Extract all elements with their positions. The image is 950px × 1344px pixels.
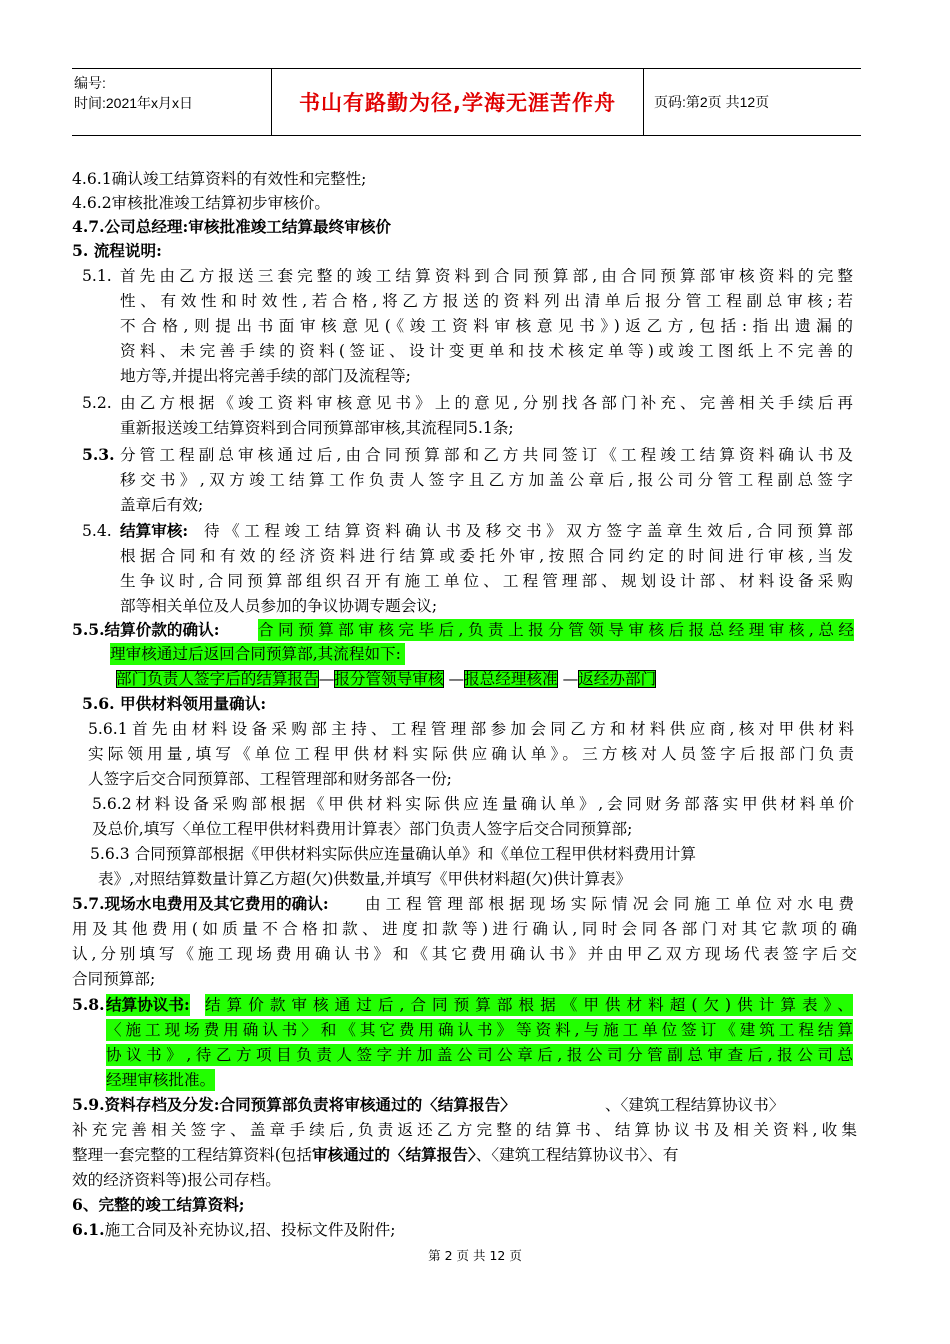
text-line: 生争议时,合同预算部组织召开有施工单位、工程管理部、规划设计部、材料设备采购 [120, 572, 853, 590]
text-line: 地方等,并提出将完善手续的部门及流程等; [120, 367, 411, 385]
section-heading: 4.7.公司总经理:审核批准竣工结算最终审核价 [72, 217, 392, 236]
document-header [72, 68, 861, 136]
text-line [72, 1144, 678, 1166]
text-line: 盖章后有效; [120, 496, 204, 514]
inline-heading: 5.5.结算价款的确认: [72, 620, 220, 639]
page-footer: 第 2 页 共 12 页 [428, 1248, 522, 1263]
text-line: 5.6.3 合同预算部根据《甲供材料实际供应连量确认单》和《单位工程甲供材料费用计算 [90, 845, 697, 863]
highlighted-text: 理审核通过后返回合同预算部,其流程如下: [110, 643, 405, 665]
header-page-info: 页码:第2页 共12页 [654, 94, 770, 110]
text-line: 部等相关单位及人员参加的争议协调专题会议; [120, 597, 438, 615]
flow-step: 部门负责人签字后的结算报告 [116, 670, 319, 688]
item-number: 5.1. [82, 267, 112, 285]
text-line: 5.6.1首先由材料设备采购部主持、工程管理部参加会同乙方和材料供应商,核对甲供材料 [88, 720, 854, 738]
text-segment-bold: 审核通过的〈结算报告〉 [312, 1145, 476, 1164]
highlighted-text: 合同预算部审核完毕后,负责上报分管领导审核后报总经理审核,总经 [258, 621, 854, 639]
text-line: 移交书》,双方竣工结算工作负责人签字且乙方加盖公章后,报公司分管工程副总签字 [120, 471, 853, 489]
text-line: 由工程管理部根据现场实际情况会同施工单位对水电费 [365, 895, 854, 913]
text-line: 人签字后交合同预算部、工程管理部和财务部各一份; [88, 770, 452, 788]
time-label: 时间:2021年x月x日 [74, 95, 194, 111]
text-line: 由乙方根据《竣工资料审核意见书》上的意见,分别找各部门补充、完善相关手续后再 [120, 394, 853, 412]
flow-step: 报分管领导审核 [334, 670, 444, 688]
text-line: 实际领用量,填写《单位工程甲供材料实际供应确认单》。三方核对人员签字后报部门负责 [88, 745, 854, 763]
flow-step: 报总经理核准 [464, 670, 558, 688]
highlighted-text: 〈施工现场费用确认书〉和《其它费用确认书》等资料,与施工单位签订《建筑工程结算 [106, 1021, 853, 1039]
section-heading: 5. 流程说明: [72, 241, 162, 260]
text-line: 不合格,则提出书面审核意见(《竣工资料审核意见书》)返乙方,包括:指出遗漏的 [120, 317, 853, 335]
highlighted-text: 经理审核批准。 [106, 1071, 216, 1089]
header-motto: 书山有路勤为径,学海无涯苦作舟 [272, 69, 644, 135]
text-line: 表》,对照结算数量计算乙方超(欠)供数量,并填写《甲供材料超(欠)供计算表》 [98, 870, 632, 888]
process-flow [116, 668, 656, 690]
section-heading: 6、完整的竣工结算资料; [72, 1195, 245, 1214]
text-line [72, 1219, 395, 1241]
text-segment: 整理一套完整的工程结算资料(包括 [72, 1146, 312, 1164]
inline-heading: 结算审核: [120, 521, 189, 540]
inline-heading: 5.9.资料存档及分发:合同预算部负责将审核通过的〈结算报告〉 [72, 1095, 516, 1114]
number-label: 编号: [74, 75, 106, 91]
item-number: 5.4. [82, 522, 112, 540]
text-line: 4.6.2审核批准竣工结算初步审核价。 [72, 194, 330, 212]
text-line: 补充完善相关签字、盖章手续后,负责返还乙方完整的结算书、结算协议书及相关资料,收集 [72, 1121, 857, 1139]
item-number: 6.1. [72, 1220, 105, 1239]
text-line: 性、有效性和时效性,若合格,将乙方报送的资料列出清单后报分管工程副总审核;若 [120, 292, 853, 310]
text-line: 资料、未完善手续的资料(签证、设计变更单和技术核定单等)或竣工图纸上不完善的 [120, 342, 853, 360]
highlighted-text: 结算价款审核通过后,合同预算部根据《甲供材料超(欠)供计算表》、 [205, 996, 853, 1014]
text-line: 重新报送竣工结算资料到合同预算部审核,其流程同5.1条; [120, 419, 514, 437]
highlighted-heading: 结算协议书: [106, 995, 190, 1014]
text-line: 分管工程副总审核通过后,由合同预算部和乙方共同签订《工程竣工结算资料确认书及 [120, 446, 853, 464]
text-line: 认,分别填写《施工现场费用确认书》和《其它费用确认书》并由甲乙双方现场代表签字后交 [72, 945, 857, 963]
flow-connector: — [557, 670, 579, 688]
text-line: 及总价,填写〈单位工程甲供材料费用计算表〉部门负责人签字后交合同预算部; [92, 820, 633, 838]
highlighted-text: 协议书》,待乙方项目负责人签字并加盖公司公章后,报公司分管副总审查后,报公司总 [106, 1046, 853, 1064]
text-line: 、〈建筑工程结算协议书〉 [605, 1096, 785, 1114]
item-number: 5.8. [72, 995, 105, 1014]
item-number: 5.2. [82, 394, 112, 412]
item-number: 5.3. [82, 445, 115, 464]
text-line: 合同预算部; [72, 970, 156, 988]
text-line: 4.6.1确认竣工结算资料的有效性和完整性; [72, 170, 367, 188]
text-line: 效的经济资料等)报公司存档。 [72, 1171, 281, 1189]
flow-step: 返经办部门 [578, 670, 657, 688]
text-line: 待《工程竣工结算资料确认书及移交书》双方签字盖章生效后,合同预算部 [204, 522, 853, 540]
flow-connector: — [318, 670, 335, 688]
text-line: 5.6.2材料设备采购部根据《甲供材料实际供应连量确认单》,会同财务部落实甲供材料单价 [92, 795, 854, 813]
section-heading: 5.6. 甲供材料领用量确认: [82, 694, 267, 713]
text-line: 根据合同和有效的经济资料进行结算或委托外审,按照合同约定的时间进行审核,当发 [120, 547, 853, 565]
flow-connector: — [443, 670, 465, 688]
text-segment: 、〈建筑工程结算协议书〉、有 [475, 1146, 679, 1164]
text-line: 首先由乙方报送三套完整的竣工结算资料到合同预算部,由合同预算部审核资料的完整 [120, 267, 853, 285]
text-line: 用及其他费用(如质量不合格扣款、进度扣款等)进行确认,同时会同各部门对其它款项的确 [72, 920, 857, 938]
text-segment: 施工合同及补充协议,招、投标文件及附件; [104, 1221, 396, 1239]
inline-heading: 5.7.现场水电费用及其它费用的确认: [72, 894, 329, 913]
header-meta [72, 69, 272, 135]
